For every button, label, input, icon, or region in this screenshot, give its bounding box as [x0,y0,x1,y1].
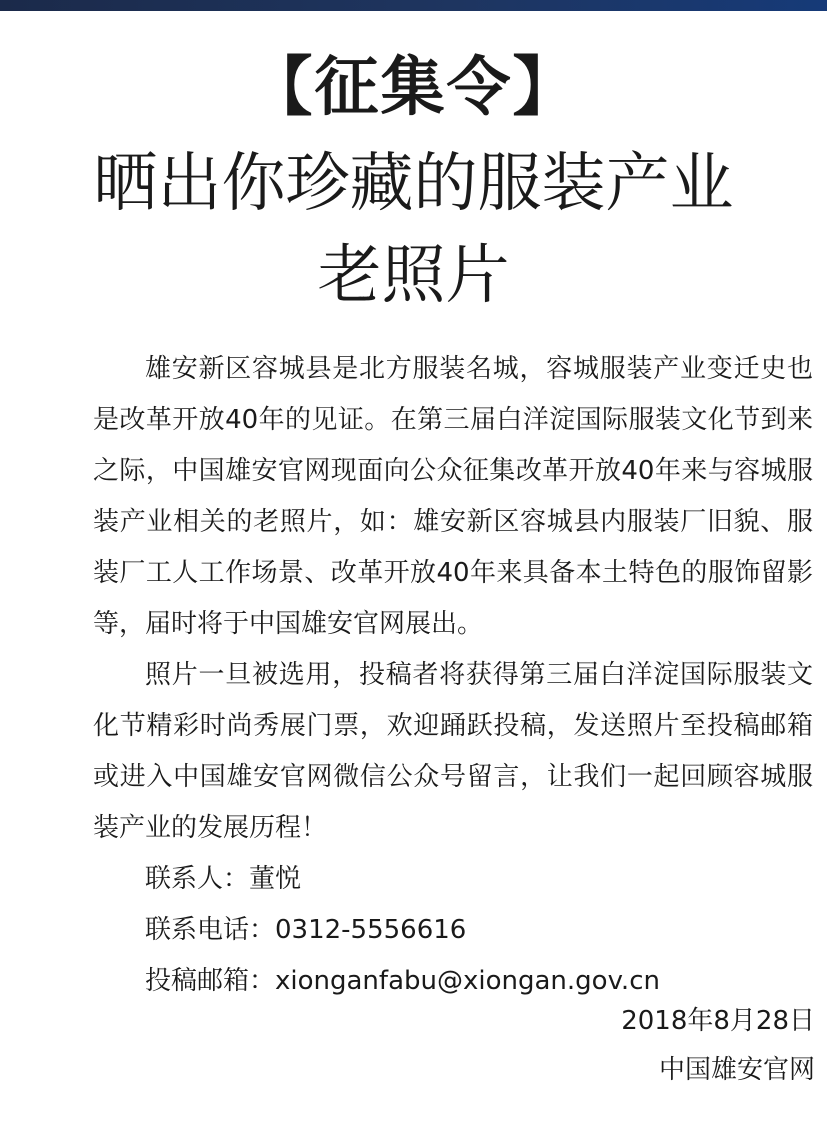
title-main: 晒出你珍藏的服装产业 [93,147,734,221]
top-decorative-bar [0,0,827,11]
title-sub: 老照片 [317,239,510,313]
contact-person: 联系人：董悦 [145,864,302,894]
signature-organization: 中国雄安官网 [658,1055,815,1085]
paragraph-reward: 照片一旦被选用，投稿者将获得第三届白洋淀国际服装文化节精彩时尚秀展门票，欢迎踊跃投稿，发送照片至投稿邮箱或进入中国雄安官网微信公众号留言，让我们一起回顾容城服装产业的发展历程！ [93,660,813,843]
contact-phone: 联系电话：0312-5556616 [145,915,467,945]
contact-email: 投稿邮箱：xionganfabu@xiongan.gov.cn [145,966,660,996]
signature-date: 2018年8月28日 [621,1006,815,1036]
page-title [0,40,827,320]
title-tag: 【征集令】 [248,51,579,125]
article-body [93,344,813,1007]
paragraph-intro: 雄安新区容城县是北方服装名城，容城服装产业变迁史也是改革开放40年的见证。在第三届白洋淀国际服装文化节到来之际，中国雄安官网现面向公众征集改革开放40年来与容城服装产业相关的老照片，如：雄安新区容城县内服装厂旧貌、服装厂工人工作场景、改革开放40年来具备本土特色的服饰留影等，届时将于中国雄安官网展出。 [93,354,813,639]
